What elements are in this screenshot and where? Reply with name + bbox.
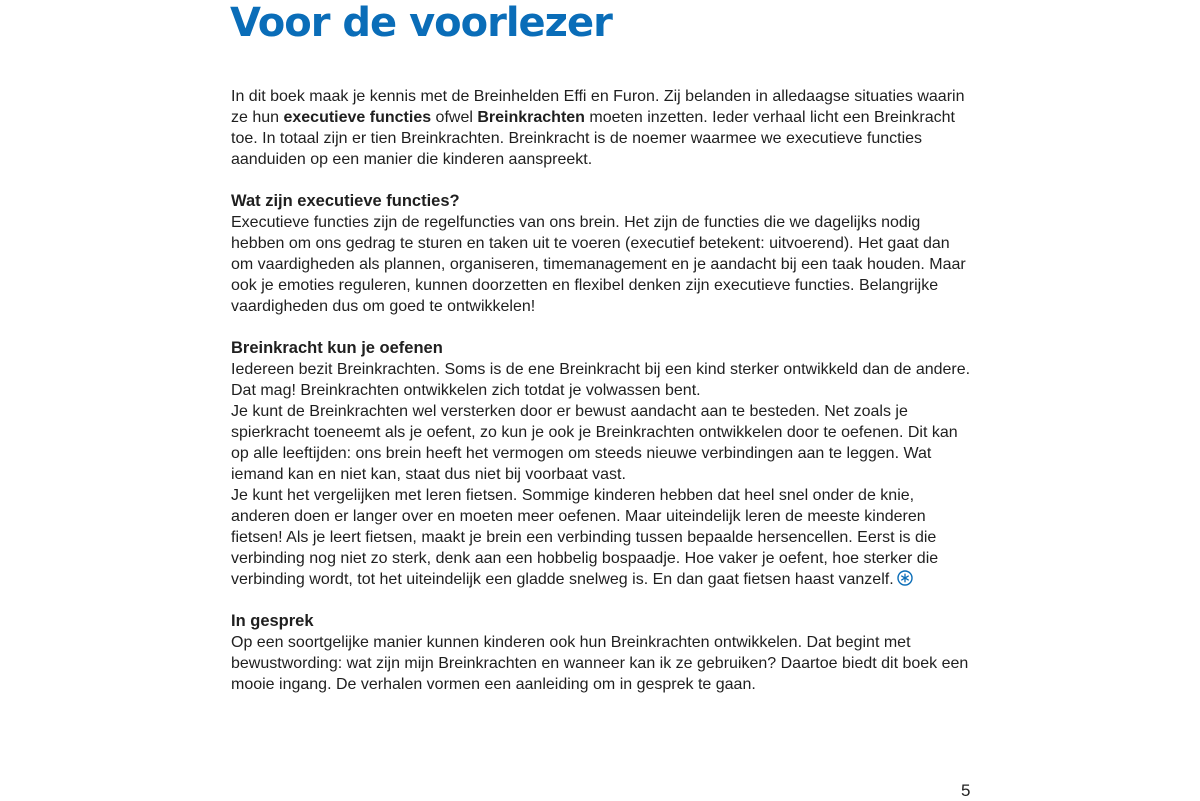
intro-text-3: moeten inzetten. Ieder verhaal licht een Breinkracht toe. In totaal zijn er tien Breinkrachten. Breinkracht is de noemer waarmee we executieve functies aanduiden op een manier die kinderen aanspreekt. xyxy=(231,109,955,168)
term-executive-functions: executieve functies xyxy=(283,109,432,126)
intro-text-1: In dit boek maak je kennis met de Breinhelden Effi en Furon. Zij belanden in alledaagse situaties waarin ze hun xyxy=(231,88,965,126)
section-paragraph: Je kunt de Breinkrachten wel versterken door er bewust aandacht aan te besteden. Net zoals je spierkracht toeneemt als je oefent, zo kun je ook je Breinkrachten ontwikkelen door te oefenen. Dit kan op alle leeftijden: ons brein heeft het vermogen om steeds nieuwe verbindingen aan te leggen. Wat iemand kan en niet kan, staat dus niet bij voorbaat vast. xyxy=(231,403,958,483)
intro-text-2: ofwel xyxy=(431,109,478,126)
spacer xyxy=(231,317,976,338)
body-text xyxy=(231,86,976,695)
section-paragraph-last xyxy=(231,485,976,590)
spacer xyxy=(231,590,976,611)
section-paragraph-text: Je kunt het vergelijken met leren fietsen. Sommige kinderen hebben dat heel snel onder de knie, anderen doen er langer over en moeten meer oefenen. Maar uiteindelijk leren de meeste kinderen fietsen! Als je leert fietsen, maakt je brein een verbinding tussen bepaalde hersencellen. Eerst is die verbinding nog niet zo sterk, denk aan een hobbelig bospaadje. Hoe vaker je oefent, hoe sterker die verbinding wordt, tot het uiteindelijk een gladde snelweg is. En dan gaat fietsen haast vanzelf. xyxy=(231,487,939,588)
spacer xyxy=(231,170,976,191)
asterisk-circle-icon xyxy=(897,570,913,586)
section-paragraph: Executieve functies zijn de regelfuncties van ons brein. Het zijn de functies die we dagelijks nodig hebben om ons gedrag te sturen en taken uit te voeren (executief betekent: uitvoerend). Het gaat dan om vaardigheden als plannen, organiseren, timemanagement en je aandacht bij een taak houden. Maar ook je emoties reguleren, kunnen doorzetten en flexibel denken zijn executieve functies. Belangrijke vaardigheden dus om goed te ontwikkelen! xyxy=(231,214,966,315)
section-heading-in-gesprek: In gesprek xyxy=(231,612,314,630)
page-title: Voor de voorlezer xyxy=(230,0,612,46)
page-number: 5 xyxy=(961,781,971,800)
section-heading-breinkracht-oefenen: Breinkracht kun je oefenen xyxy=(231,339,443,357)
intro-paragraph xyxy=(231,86,976,170)
term-breinkrachten: Breinkrachten xyxy=(477,109,585,126)
section-paragraph: Iedereen bezit Breinkrachten. Soms is de ene Breinkracht bij een kind sterker ontwikkeld dan de andere. Dat mag! Breinkrachten ontwikkelen zich totdat je volwassen bent. xyxy=(231,361,971,399)
section-heading-executive-functions: Wat zijn executieve functies? xyxy=(231,192,460,210)
section-paragraph: Op een soortgelijke manier kunnen kinderen ook hun Breinkrachten ontwikkelen. Dat begint met bewustwording: wat zijn mijn Breinkrachten en wanneer kan ik ze gebruiken? Daartoe biedt dit boek een mooie ingang. De verhalen vormen een aanleiding om in gesprek te gaan. xyxy=(231,634,969,693)
